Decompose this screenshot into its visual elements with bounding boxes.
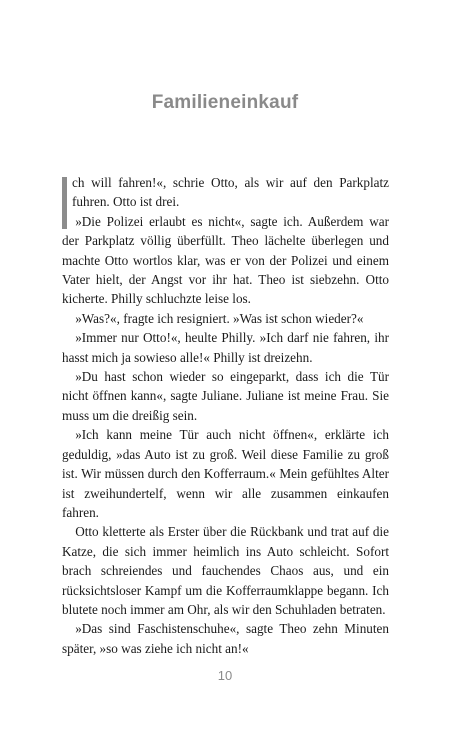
paragraph-text: ch will fahren!«, schrie Otto, als wir auf den Parkplatz fuhren. Otto ist drei. bbox=[72, 175, 389, 210]
paragraph bbox=[62, 173, 389, 212]
paragraph: »Die Polizei erlaubt es nicht«, sagte ich. Außerdem war der Parkplatz völlig überfüllt. Theo lächelte überlegen und machte Otto wortlos klar, was er von der Polizei und einem Vater hielt, der Angst vor ihr hat. Theo ist siebzehn. Otto kicherte. Philly schluchzte leise los. bbox=[62, 213, 389, 307]
chapter-title: Familieneinkauf bbox=[151, 92, 299, 113]
paragraph: »Ich kann meine Tür auch nicht öffnen«, erklärte ich geduldig, »das Auto ist zu groß. Weil diese Familie zu groß ist. Wir müssen durch den Kofferraum.« Mein gefühltes Alter ist zweihundertelf, wenn wir alle zusammen einkaufen fahren. bbox=[62, 427, 389, 520]
initial-bar-ornament bbox=[62, 177, 67, 229]
paragraph: »Du hast schon wieder so eingeparkt, dass ich die Tür nicht öffnen kann«, sagte Juliane. Juliane ist meine Frau. Sie muss um die dreißig sein. bbox=[62, 369, 389, 423]
paragraph: Otto kletterte als Erster über die Rückbank und trat auf die Katze, die sich immer heimlich ins Auto schleicht. Sofort brach schreiendes und fauchendes Chaos aus, und ein rücksichtsloser Kampf um die Kofferraumklappe begann. Ich blutete noch immer am Ohr, als wir den Schuhladen betraten. bbox=[62, 524, 389, 617]
paragraph: »Was?«, fragte ich resigniert. »Was ist schon wieder?« bbox=[75, 310, 364, 326]
page-number: 10 bbox=[217, 668, 233, 683]
body-text bbox=[62, 173, 389, 658]
paragraph: »Immer nur Otto!«, heulte Philly. »Ich darf nie fahren, ihr hasst mich ja sowieso alle!« Philly ist dreizehn. bbox=[62, 330, 389, 365]
paragraph: »Das sind Faschistenschuhe«, sagte Theo zehn Minuten später, »so was ziehe ich nicht an!« bbox=[62, 621, 389, 656]
